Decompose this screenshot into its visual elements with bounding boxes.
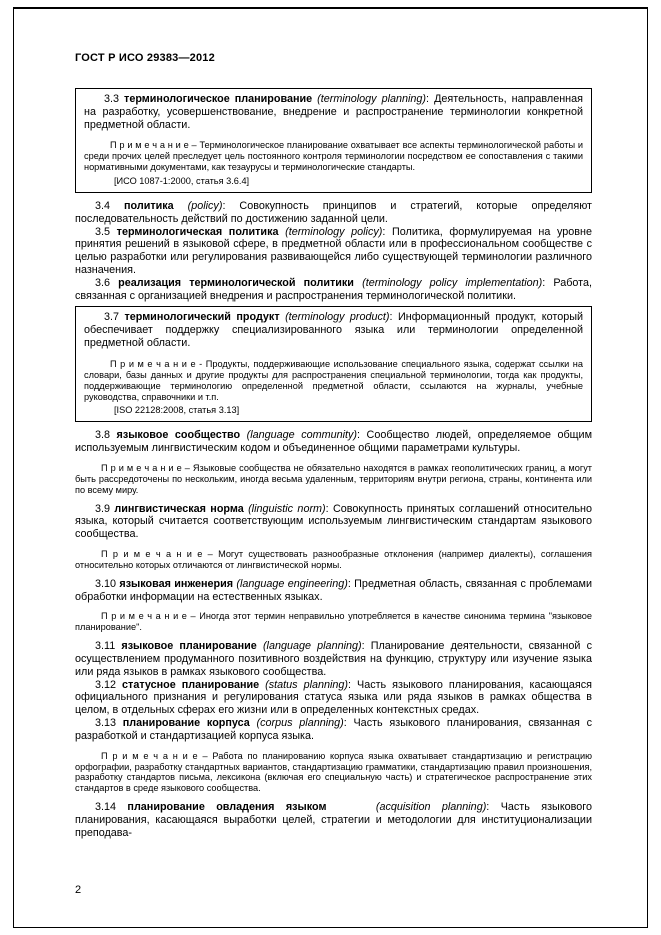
definition-text: : Совокупность принятых соглашений относительно языка, который считается соответствующим используемым лингвистическим стандартам языкового сообщества. bbox=[75, 502, 593, 541]
note-label: П р и м е ч а н и е bbox=[110, 140, 189, 151]
definition-text: : Предметная область, связанная с проблемами обработки информации на естественных языках. bbox=[75, 577, 592, 603]
note-paragraph bbox=[75, 611, 592, 633]
note-paragraph bbox=[75, 751, 592, 795]
definition-group bbox=[75, 200, 592, 302]
definition-text: : Деятельность, направленная на разработку, усовершенствование, внедрение и распространение терминологии конкретной предметной области. bbox=[84, 93, 584, 131]
definition-term: реализация терминологической политики bbox=[118, 276, 354, 289]
definition-number: 3.12 bbox=[95, 678, 123, 691]
definition-term: языковое планирование bbox=[121, 640, 257, 653]
note-text: – Терминологическое планирование охватывает все аспекты терминологической работы и среди прочих целей преследует цель постоянного контроля терминологии посредством ее сопоставления с такими нормативными документами, как тезаурусы и терминологические стандарты. bbox=[84, 140, 583, 173]
note-text: – Могут существовать разнообразные отклонения (например диалекты), соглашения относительно которых отличаются от лингвистической нормы. bbox=[75, 549, 592, 570]
definition-paragraph bbox=[75, 200, 592, 226]
definition-term: политика bbox=[123, 200, 174, 213]
definition-term: языковое сообщество bbox=[116, 429, 241, 442]
definition-text: : Планирование деятельности, связанной с осуществлением продуманного позитивного воздействия на функцию, структуру или изучение языка или ряда языков в рамках языкового сообщества. bbox=[75, 640, 592, 678]
definition-term-english: (language planning) bbox=[256, 640, 362, 653]
source-reference: [ИСО 1087-1:2000, статья 3.6.4] bbox=[114, 176, 250, 187]
boxed-definition-group bbox=[75, 306, 592, 422]
definition-text: : Информационный продукт, который обеспечивает поддержку специализированного языка или терминологии определенной предметной области. bbox=[84, 311, 583, 349]
definition-paragraph bbox=[75, 578, 592, 604]
definition-term: терминологический продукт bbox=[124, 311, 280, 324]
document-header: ГОСТ Р ИСО 29383—2012 bbox=[75, 52, 215, 64]
definition-text: : Работа, связанная с организацией внедрения и распространения терминологической политики. bbox=[75, 276, 592, 302]
definition-text: : Сообщество людей, определяемое общим используемым лингвистическим кодом и объединенное общими параметрами культуры. bbox=[75, 429, 593, 455]
document-body bbox=[75, 84, 592, 840]
definition-text: : Часть языкового планирования, связанная с разработкой и стандартизацией корпуса языка. bbox=[75, 717, 593, 742]
definition-term-english: (linguistic norm) bbox=[243, 502, 326, 515]
definition-paragraph bbox=[75, 717, 592, 743]
note-label: П р и м е ч а н и е bbox=[101, 549, 203, 560]
definition-number: 3.9 bbox=[95, 502, 115, 515]
definition-term-english: (terminology product) bbox=[279, 311, 390, 324]
definition-term: терминологическое планирование bbox=[124, 93, 313, 105]
definition-text: : Часть языкового планирования, касающаяся выработки целей, стратегии и методологии для институционализации преподава- bbox=[75, 801, 592, 839]
definition-number: 3.6 bbox=[95, 276, 119, 289]
definition-paragraph bbox=[75, 429, 592, 455]
definition-term-english: (terminology planning) bbox=[312, 93, 427, 105]
note-paragraph bbox=[84, 140, 583, 173]
definition-number: 3.8 bbox=[95, 429, 117, 442]
definition-paragraph bbox=[75, 801, 592, 839]
definition-number: 3.7 bbox=[104, 311, 125, 324]
note-text: - Продукты, поддерживающие использование специального языка, содержат ссылки на словари, базы данных и другие продукты для распространения специальной терминологии, тогда как продукты, поддерживающие терминологию определенной предметной области, ссылаются на журналы, учебные руководства, справочники и т.п. bbox=[84, 358, 583, 402]
definition-term-english: (terminology policy implementation) bbox=[353, 276, 543, 289]
definition-paragraph bbox=[75, 277, 592, 303]
definition-term-english: (status planning) bbox=[259, 678, 348, 691]
boxed-definition-group bbox=[75, 88, 592, 193]
definition-term-english: (language engineering) bbox=[233, 577, 348, 590]
definition-group bbox=[75, 429, 592, 839]
definition-term: лингвистическая норма bbox=[114, 502, 244, 515]
definition-term-english: (policy) bbox=[173, 200, 223, 213]
definition-term-english: (terminology policy) bbox=[278, 225, 383, 238]
note-label: П р и м е ч а н и е bbox=[101, 462, 182, 473]
note-paragraph bbox=[75, 549, 592, 571]
definition-text: : Совокупность принципов и стратегий, которые определяют последовательность действий по достижению заданной цели. bbox=[75, 200, 593, 225]
note-text: – Работа по планированию корпуса языка охватывает стандартизацию и регистрацию орфографии, разработку стандартных вариантов, стандартизацию грамматики, стандартизацию правил произношения, разработку стандартов письма, лексикона (включая его специальную часть) и стратегическое распространение этих стандартов в среде языкового сообщества. bbox=[75, 750, 592, 794]
definition-paragraph bbox=[84, 311, 583, 349]
definition-term: статусное планирование bbox=[122, 678, 260, 691]
definition-number: 3.5 bbox=[95, 225, 117, 238]
note-text: – Иногда этот термин неправильно употребляется в качестве синонима термина "языковое планирование". bbox=[75, 611, 592, 633]
definition-term-english: (corpus planning) bbox=[249, 717, 344, 730]
definition-term: языковая инженерия bbox=[119, 577, 234, 590]
definition-term-english: (acquisition planning) bbox=[364, 801, 487, 814]
definition-paragraph bbox=[84, 93, 583, 131]
page-number: 2 bbox=[75, 884, 82, 896]
definition-number: 3.10 bbox=[95, 577, 120, 590]
definition-text: : Часть языкового планирования, касающаяся официального признания и регулирования статуса языка или ряда языков в рамках общества в целом, в отдельных сферах его жизни или в определенных контекстных средах. bbox=[75, 678, 592, 717]
definition-number: 3.13 bbox=[95, 717, 123, 730]
note-text: – Языковые сообщества не обязательно находятся в рамках геополитических границ, а могут быть рассредоточены по нескольким, иногда весьма удаленным, территориям внутри региона, страны, континента или по всему миру. bbox=[75, 462, 592, 495]
note-label: П р и м е ч а н и е bbox=[101, 611, 187, 622]
definition-term-english: (language community) bbox=[240, 429, 358, 442]
definition-paragraph bbox=[75, 640, 592, 678]
source-reference: [ISO 22128:2008, статья 3.13] bbox=[114, 405, 240, 416]
definition-term: планирование корпуса bbox=[122, 717, 250, 730]
definition-text: : Политика, формулируемая на уровне принятия решений в языковой сфере, в предметной области или в профессиональном сообществе с целью разработки или регулирования развивающейся либо существующей терминологии различного назначения. bbox=[75, 225, 593, 276]
note-label: П р и м е ч а н и е bbox=[110, 358, 196, 369]
note-paragraph bbox=[75, 463, 592, 496]
definition-term: терминологическая политика bbox=[116, 225, 279, 238]
definition-term: планирование овладения языком bbox=[127, 801, 327, 814]
note-paragraph bbox=[84, 359, 583, 403]
definition-paragraph bbox=[75, 226, 592, 277]
definition-number: 3.11 bbox=[95, 640, 122, 653]
definition-number: 3.14 bbox=[95, 801, 128, 814]
note-label: П р и м е ч а н и е bbox=[101, 750, 198, 761]
definition-number: 3.3 bbox=[104, 93, 125, 105]
definition-number: 3.4 bbox=[95, 200, 124, 213]
definition-paragraph bbox=[75, 503, 592, 541]
definition-paragraph bbox=[75, 679, 592, 717]
